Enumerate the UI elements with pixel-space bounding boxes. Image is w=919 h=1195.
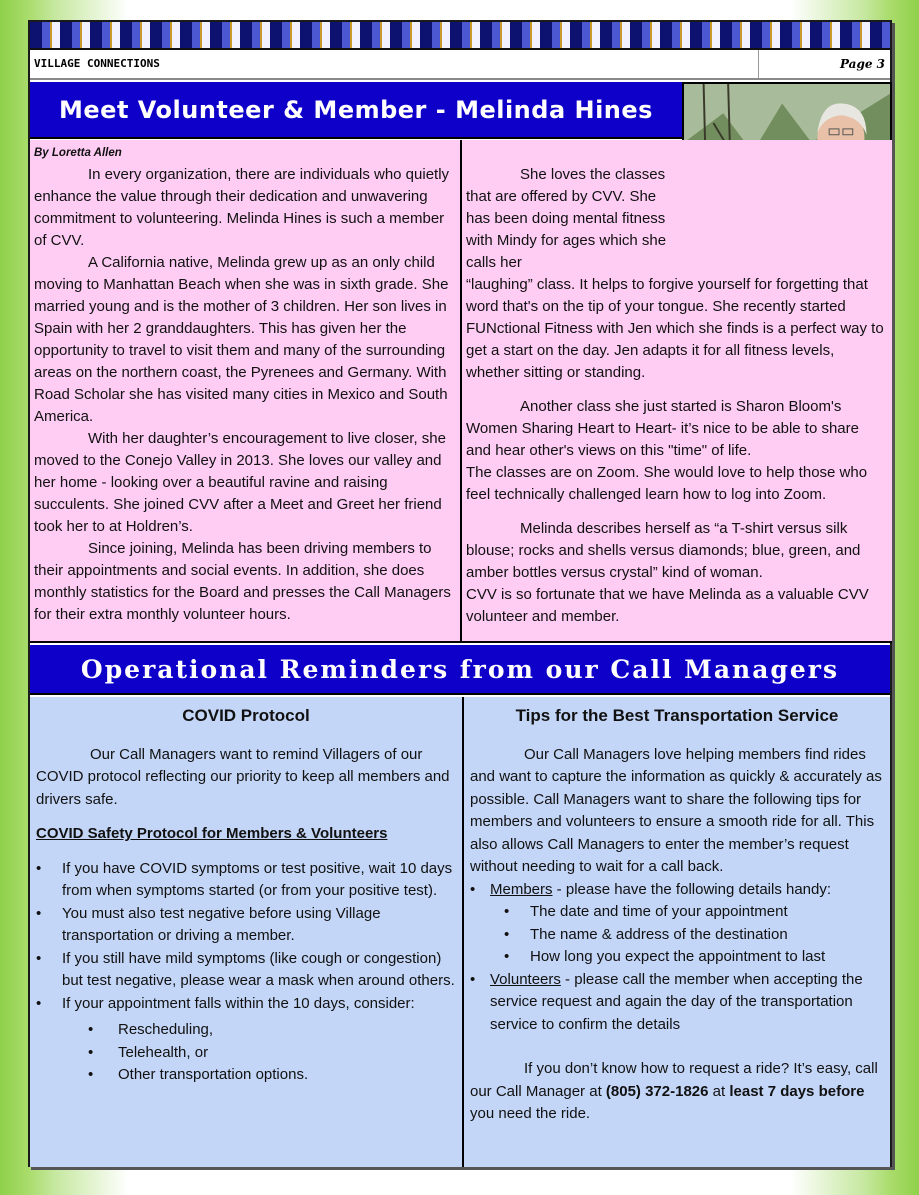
covid-protocol-box — [30, 697, 464, 1167]
newsletter-name: VILLAGE CONNECTIONS — [34, 57, 160, 70]
feature-paragraph: The classes are on Zoom. She would love to help those who feel technically challenged learn how to log into Zoom. — [466, 464, 868, 503]
list-item: • If you have COVID symptoms or test positive, wait 10 days from when symptoms started (or from your positive test). — [36, 859, 453, 899]
list-item: • The name & address of the destination — [504, 925, 788, 943]
newsletter-page — [28, 20, 892, 1167]
list-item: • Other transportation options. — [88, 1066, 309, 1083]
feature-paragraph: In every organization, there are individuals who quietly enhance the value through their dedication and unwavering commitment to volunteering. Melinda Hines is such a member of CVV. — [34, 166, 450, 249]
feature-title: Meet Volunteer & Member - Melinda Hines — [30, 82, 682, 139]
phone-number: (805) 372-1826 — [605, 1082, 709, 1100]
tips-intro: Our Call Managers love helping members find rides and want to capture the information as quickly & accurately as possible. Call Managers want to share the following tips for members and volunteers to ensure a smooth ride for all. This also allows Call Managers to enter the member’s request without needing to wait for a call back. — [470, 745, 882, 875]
list-item: • How long you expect the appointment to last — [504, 948, 826, 965]
list-item: • Rescheduling, — [88, 1021, 214, 1038]
list-item: • You must also test negative before using Village transportation or driving a member. — [36, 904, 381, 944]
page-header — [30, 50, 890, 80]
decorative-border-bar — [30, 22, 890, 50]
feature-paragraph: Another class she just started is Sharon Bloom's Women Sharing Heart to Heart- it’s nice to be able to share and hear other's views on this "time" of life. — [466, 398, 859, 459]
list-item: • Telehealth, or — [88, 1043, 209, 1061]
list-item: • The date and time of your appointment — [504, 903, 788, 920]
feature-paragraph: Melinda describes herself as “a T-shirt versus silk blouse; rocks and shells versus diamonds; blue, green, and amber bottles versus crystal” kind of woman. — [466, 520, 861, 581]
feature-paragraph: “laughing” class. It helps to forgive yourself for forgetting that word that's on the tip of your tongue. She recently started FUNctional Fitness with Jen which she finds is a perfect way to get a start on the day. Jen adapts it for all fitness levels, whether sitting or standing. — [466, 276, 884, 381]
covid-subhead: COVID Safety Protocol for Members & Volunteers — [36, 825, 388, 842]
covid-title: COVID Protocol — [182, 706, 310, 725]
feature-paragraph: She loves the classes that are offered by CVV. She has been doing mental fitness with Mindy for ages which she calls her — [466, 166, 667, 271]
list-item: • If you still have mild symptoms (like cough or congestion) but test negative, please wear a mask when around others. — [36, 949, 455, 989]
tips-title: Tips for the Best Transportation Service — [515, 706, 839, 725]
feature-column-right — [462, 140, 892, 643]
volunteers-label: Volunteers — [490, 970, 561, 988]
transport-tips-box — [464, 697, 890, 1167]
feature-paragraph: CVV is so fortunate that we have Melinda as a valuable CVV volunteer and member. — [466, 586, 869, 625]
list-item: • If your appointment falls within the 10 days, consider: — [36, 994, 415, 1012]
feature-column-left — [30, 140, 462, 643]
feature-paragraph: With her daughter’s encouragement to live closer, she moved to the Conejo Valley in 2013. She loves our valley and her home - looking over a beautiful ravine and raising succulents. She joined CVV after a Meet and Greet her friend took her to at Holdren’s. — [34, 430, 446, 535]
page-number: Page 3 — [839, 57, 885, 71]
byline: By Loretta Allen — [34, 147, 122, 159]
members-label: Members — [490, 880, 553, 898]
tips-closing: If you don’t know how to request a ride? It’s easy, call our Call Manager at (805) 372-1826 at least 7 days before you need the ride. — [470, 1060, 878, 1122]
feature-paragraph: Since joining, Melinda has been driving members to their appointments and social events. In addition, she does monthly statistics for the Board and presses the Call Managers for their extra monthly volunteer hours. — [34, 540, 451, 623]
list-item: • Members - please have the following details handy: — [470, 880, 832, 898]
header-divider — [758, 50, 759, 78]
covid-intro: Our Call Managers want to remind Villagers of our COVID protocol reflecting our priority to keep all members and drivers safe. — [36, 745, 450, 808]
list-item: • Volunteers - please call the member when accepting the service request and again the day of the transportation service to confirm the details — [470, 970, 863, 1033]
feature-paragraph: A California native, Melinda grew up as an only child moving to Manhattan Beach when she was in sixth grade. She married young and is the mother of 3 children. Her son lives in Spain with her 2 granddaughters. This has given her the opportunity to travel to visit them and many of the surrounding areas on the northern coast, the Pyrenees and Germany. With Road Scholar she has visited many cities in Mexico and South America. — [34, 254, 449, 425]
ops-title: Operational Reminders from our Call Managers — [30, 645, 890, 695]
